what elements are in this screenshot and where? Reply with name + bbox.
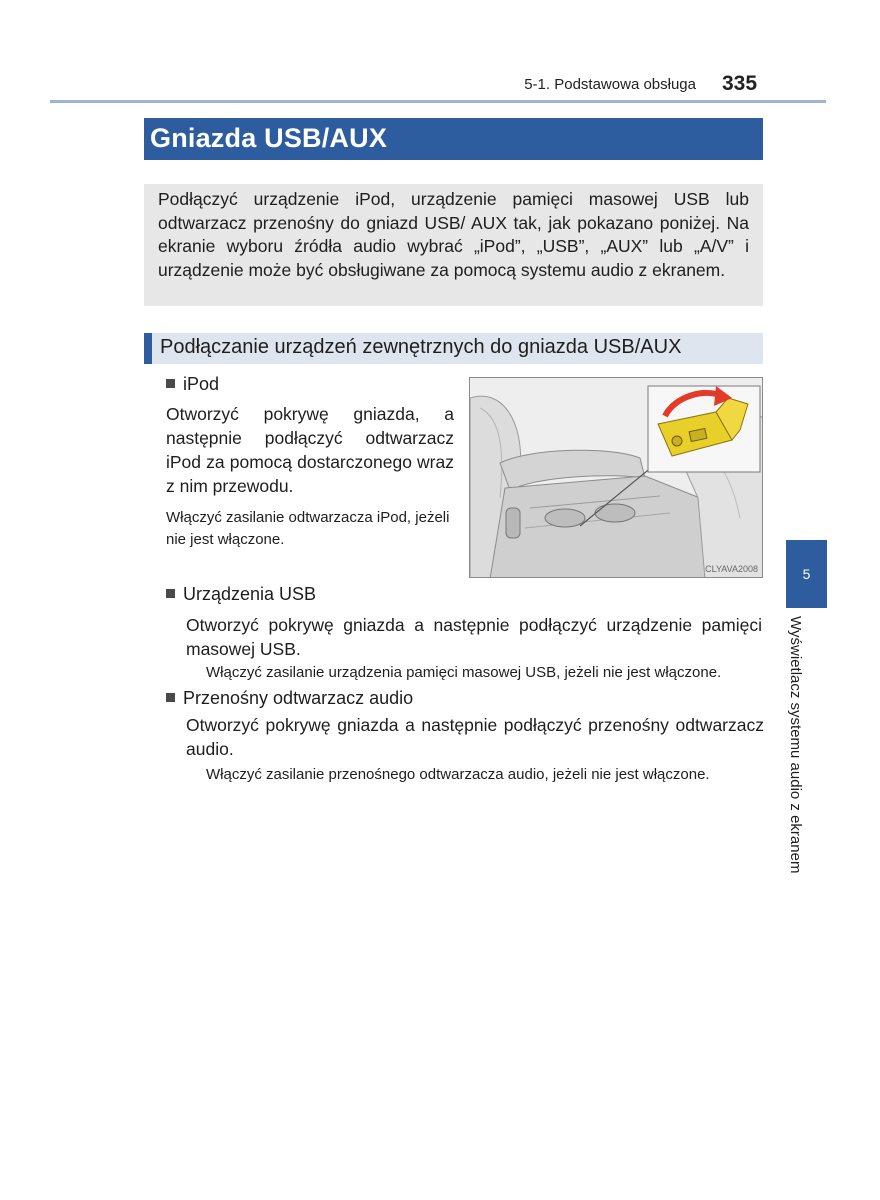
illustration-code: CLYAVA2008 [705, 564, 758, 574]
item-body-usb: Otworzyć pokrywę gniazda a następnie podłączyć urządzenie pamięci masowej USB. [186, 615, 762, 659]
chapter-number: 5 [802, 566, 811, 582]
chapter-tab [786, 540, 827, 608]
subsection-title: Podłączanie urządzeń zewnętrznych do gniazda USB/AUX [160, 336, 682, 358]
header-rule [50, 100, 826, 103]
running-header-section: 5-1. Podstawowa obsługa [524, 76, 696, 93]
item-note-usb: Włączyć zasilanie urządzenia pamięci masowej USB, jeżeli nie jest włączone. [206, 664, 722, 681]
item-title-usb [166, 584, 316, 605]
square-bullet-icon [166, 379, 175, 388]
chapter-label: Wyświetlacz systemu audio z ekranem [787, 616, 804, 874]
subsection-bar [144, 333, 763, 364]
item-title-text: iPod [183, 374, 220, 394]
item-note-portable-audio: Włączyć zasilanie przenośnego odtwarzacza audio, jeżeli nie jest włączone. [206, 766, 710, 783]
console-illustration [469, 377, 763, 578]
item-title-ipod [166, 374, 219, 395]
page-title: Gniazda USB/AUX [150, 123, 388, 153]
intro-text: Podłączyć urządzenie iPod, urządzenie pamięci masowej USB lub odtwarzacz przenośny do gniazd USB/ AUX tak, jak pokazano poniżej. Na ekranie wyboru źródła audio wybrać „iPod”, „USB”, „AUX” lub „A/V” i urządzenie może być obsługiwane za pomocą systemu audio z ekranem. [158, 189, 749, 280]
title-bar [144, 118, 763, 160]
square-bullet-icon [166, 693, 175, 702]
item-body-ipod: Otworzyć pokrywę gniazda, a następnie podłączyć odtwarzacz iPod za pomocą dostarczonego wraz z nim przewodu. [166, 404, 454, 496]
page-number: 335 [722, 72, 758, 95]
item-body-portable-audio: Otworzyć pokrywę gniazda a następnie podłączyć przenośny odtwarzacz audio. [186, 715, 764, 759]
subsection-accent [144, 333, 152, 364]
item-title-text: Przenośny odtwarzacz audio [183, 688, 414, 708]
item-title-portable-audio [166, 688, 413, 709]
center-console-drawing [470, 378, 763, 578]
item-note-ipod: Włączyć zasilanie odtwarzacza iPod, jeżeli nie jest włączone. [166, 509, 450, 548]
intro-box [144, 184, 763, 306]
square-bullet-icon [166, 589, 175, 598]
item-title-text: Urządzenia USB [183, 584, 317, 604]
